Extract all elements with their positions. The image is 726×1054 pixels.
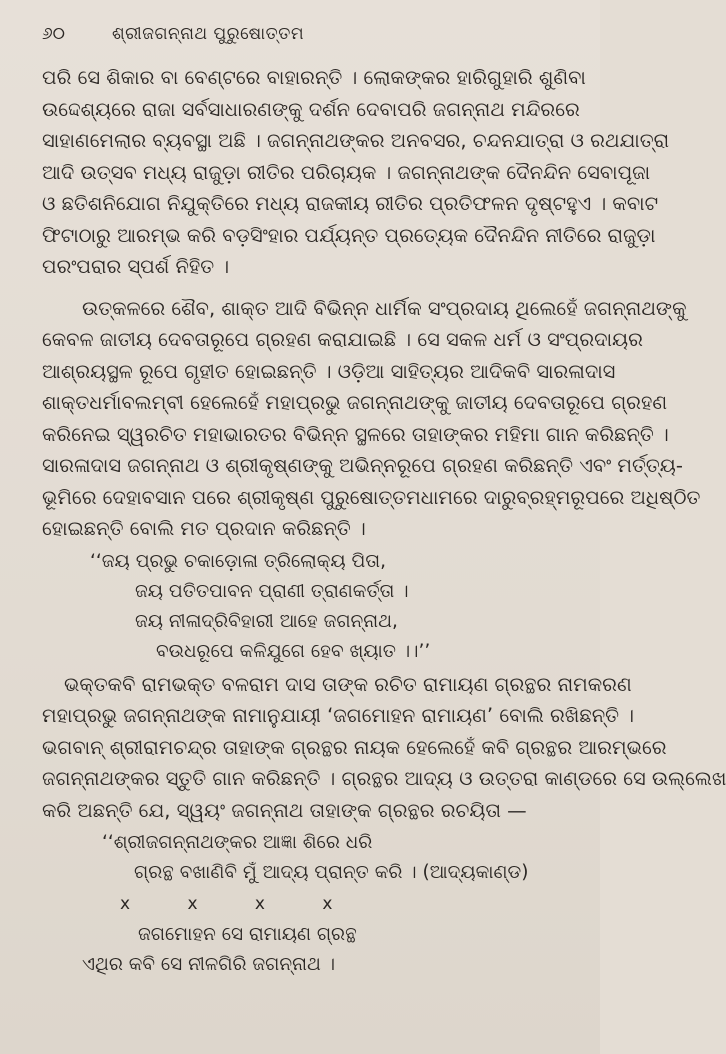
page-number: ୬୦: [42, 24, 65, 44]
text-line: ପରି ସେ ଶିକାର ବା ବେଣ୍ଟରେ ବାହାରନ୍ତି । ଲୋକଙ୍କର ହାରିଗୁହାରି ଶୁଣିବା: [42, 66, 586, 89]
page-body: [42, 62, 726, 980]
running-title: ଶ୍ରୀଜଗନ୍ନାଥ ପୁରୁଷୋତ୍ତମ: [112, 24, 305, 44]
text-line: ଶାକ୍ତଧର୍ମାବଲମ୍ବୀ ହେଲେହେଁ ମହାପ୍ରଭୁ ଜଗନ୍ନାଥଙ୍କୁ ଜାତୀୟ ଦେବତାରୂପେ ଗ୍ରହଣ: [42, 391, 668, 414]
verse-line: ଜଗମୋହନ ସେ ରାମାୟଣ ଗ୍ରନ୍ଥ: [138, 924, 357, 945]
text-line: କରି ଅଛନ୍ତି ଯେ, ସ୍ୱୟଂ ଜଗନ୍ନାଥ ତାହାଙ୍କ ଗ୍ରନ୍ଥର ରଚୟିତା —: [42, 798, 527, 822]
text-line: ଜଗନ୍ନାଥଙ୍କର ସ୍ତୁତି ଗାନ କରିଛନ୍ତି । ଗ୍ରନ୍ଥର ଆଦ୍ୟ ଓ ଉତ୍ତରା କାଣ୍ଡରେ ସେ ଉଲ୍ଲେଖ: [42, 767, 726, 790]
text-line: ଉତ୍କଳରେ ଶୈବ, ଶାକ୍ତ ଆଦି ବିଭିନ୍ନ ଧାର୍ମିକ ସଂପ୍ରଦାୟ ଥିଲେହେଁ ଜଗନ୍ନାଥଙ୍କୁ: [82, 296, 687, 320]
paragraph-royal-customs: [42, 62, 670, 283]
verse-line: ଜୟ ପତିତପାବନ ପ୍ରାଣୀ ତ୍ରାଣକର୍ତ୍ତା ।: [135, 580, 409, 602]
text-line: କେବଳ ଜାତୀୟ ଦେବତାରୂପେ ଗ୍ରହଣ କରାଯାଇଛି । ସେ ସକଳ ଧର୍ମ ଓ ସଂପ୍ରଦାୟର: [42, 328, 643, 351]
text-line: ହୋଇଛନ୍ତି ବୋଲି ମତ ପ୍ରଦାନ କରିଛନ୍ତି ।: [42, 517, 366, 540]
text-line: ଭଗବାନ୍ ଶ୍ରୀରାମଚନ୍ଦ୍ର ତାହାଙ୍କ ଗ୍ରନ୍ଥର ନାୟକ ହେଲେହେଁ କବି ଗ୍ରନ୍ଥର ଆରମ୍ଭରେ: [42, 735, 667, 759]
text-line: ଓ ଛତିଶନିଯୋଗ ନିଯୁକ୍ତିରେ ମଧ୍ୟ ରାଜକୀୟ ରୀତିର ପ୍ରତିଫଳନ ଦୃଷ୍ଟହୁଏ । କବାଟ: [42, 192, 659, 215]
text-line: ଫିଟାଠାରୁ ଆରମ୍ଭ କରି ବଡ଼ସିଂହାର ପର୍ଯ୍ୟନ୍ତ ପ୍ରତ୍ୟେକ ଦୈନନ୍ଦିନ ନୀତିରେ ରାଜୁଡ଼ା: [42, 223, 656, 247]
text-line: ଭକ୍ତକବି ରାମଭକ୍ତ ବଳରାମ ଦାସ ତାଙ୍କ ରଚିତ ରାମାୟଣ ଗ୍ରନ୍ଥର ନାମକରଣ: [64, 672, 632, 696]
verse-quote-two: [42, 828, 570, 888]
paragraph-sarala-das: [42, 293, 701, 545]
paragraph-balaram-das: [42, 669, 726, 827]
verse-line: ବଉଧରୂପେ କଳିଯୁଗେ ହେବ ଖ୍ୟାତ ।।’’: [156, 640, 431, 662]
verse-line: ‘‘ଶ୍ରୀଜଗନ୍ନାଥଙ୍କର ଆଜ୍ଞା ଶିରେ ଧରି: [102, 832, 373, 853]
verse-line: ଜୟ ନୀଳାଦ୍ରିବିହାରୀ ଆହେ ଜଗନ୍ନାଥ,: [135, 610, 398, 632]
text-line: କରିନେଇ ସ୍ୱରଚିତ ମହାଭାରତର ବିଭିନ୍ନ ସ୍ଥଳରେ ତାହାଙ୍କର ମହିମା ଗାନ କରିଛନ୍ତି ।: [42, 422, 669, 446]
verse-quote-three: [42, 920, 570, 980]
verse-quote-one: [42, 547, 570, 667]
verse-line: ଏଥିର କବି ସେ ନୀଳଗିରି ଜଗନ୍ନାଥ ।: [82, 954, 336, 975]
text-line: ସାରଳାଦାସ ଜଗନ୍ନାଥ ଓ ଶ୍ରୀକୃଷ୍ଣଙ୍କୁ ଅଭିନ୍ନରୂପେ ଗ୍ରହଣ କରିଛନ୍ତି ଏବଂ ମର୍ତ୍ତ୍ୟ-: [42, 454, 683, 477]
page-header: [42, 0, 570, 44]
text-line: ମହାପ୍ରଭୁ ଜଗନ୍ନାଥଙ୍କ ନାମାନୁଯାୟୀ ‘ଜଗମୋହନ ରାମାୟଣ’ ବୋଲି ରଖିଛନ୍ତି ।: [42, 704, 635, 727]
verse-line: ଗ୍ରନ୍ଥ ବଖାଣିବି ମୁଁ ଆଦ୍ୟ ପ୍ରାନ୍ତ କରି । (ଆଦ୍ୟକାଣ୍ଡ): [134, 862, 529, 883]
text-line: ଉଦ୍ଦେଶ୍ୟରେ ରାଜା ସର୍ବସାଧାରଣଙ୍କୁ ଦର୍ଶନ ଦେବାପରି ଜଗନ୍ନାଥ ମନ୍ଦିରରେ: [42, 97, 580, 121]
text-line: ଆଦି ଉତ୍ସବ ମଧ୍ୟ ରାଜୁଡ଼ା ରୀତିର ପରିଚାୟକ । ଜଗନ୍ନାଥଙ୍କ ଦୈନନ୍ଦିନ ସେବାପୂଜା: [42, 160, 651, 184]
text-line: ପରଂପରାର ସ୍ପର୍ଶ ନିହିତ ।: [42, 255, 230, 278]
text-line: ଆଶ୍ରୟସ୍ଥଳ ରୂପେ ଗୃହୀତ ହୋଇଛନ୍ତି । ଓଡ଼ିଆ ସାହିତ୍ୟର ଆଦିକବି ସାରଳାଦାସ: [42, 359, 616, 383]
omission-marks: x x x x: [120, 894, 333, 914]
text-line: ଭୂମିରେ ଦେହାବସାନ ପରେ ଶ୍ରୀକୃଷ୍ଣ ପୁରୁଷୋତ୍ତମଧାମରେ ଦାରୁବ୍ରହ୍ମରୂପରେ ଅଧିଷ୍ଠିତ: [42, 485, 701, 509]
text-line: ସାହାଣମେଲାର ବ୍ୟବସ୍ଥା ଅଛି । ଜଗନ୍ନାଥଙ୍କର ଅନବସର, ଚନ୍ଦନଯାତ୍ରା ଓ ରଥଯାତ୍ରା: [42, 129, 670, 152]
verse-line: ‘‘ଜୟ ପ୍ରଭୁ ଚକାଡ଼ୋଳା ତ୍ରିଲୋକ୍ୟ ପିତା,: [90, 550, 386, 572]
